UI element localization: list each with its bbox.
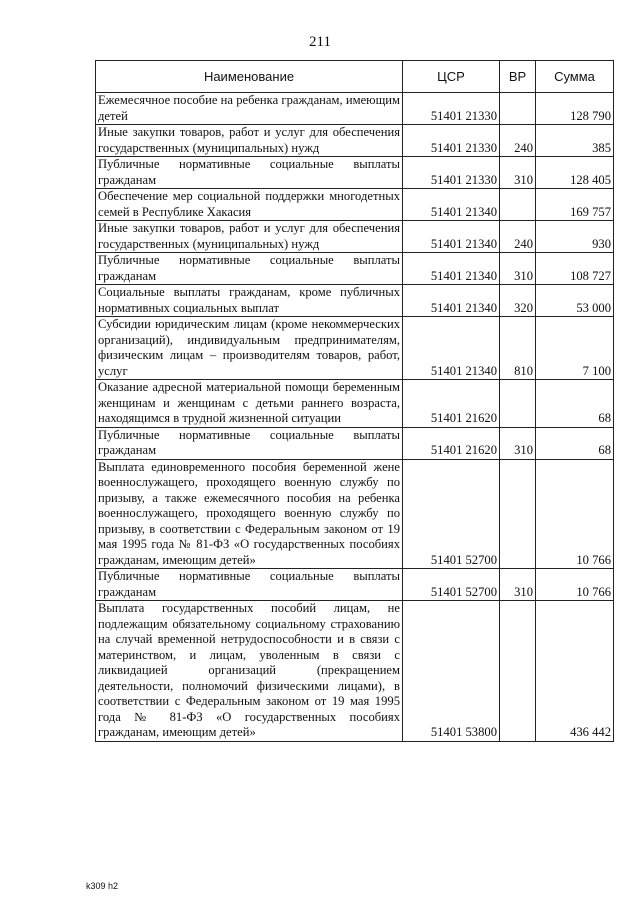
row-csr: 51401 21330 — [403, 125, 500, 157]
row-vr: 310 — [500, 569, 536, 601]
row-sum: 930 — [536, 221, 614, 253]
table-row — [96, 427, 614, 459]
row-name: Публичные нормативные социальные выплаты гражданам — [96, 157, 403, 189]
table-row — [96, 285, 614, 317]
row-csr: 51401 52700 — [403, 569, 500, 601]
row-vr — [500, 380, 536, 428]
table-row — [96, 125, 614, 157]
row-csr: 51401 21340 — [403, 253, 500, 285]
row-sum: 128 405 — [536, 157, 614, 189]
row-csr: 51401 52700 — [403, 459, 500, 569]
row-vr: 810 — [500, 317, 536, 380]
row-vr — [500, 93, 536, 125]
table-row — [96, 380, 614, 428]
row-vr: 320 — [500, 285, 536, 317]
row-name: Социальные выплаты гражданам, кроме публичных нормативных социальных выплат — [96, 285, 403, 317]
row-sum: 385 — [536, 125, 614, 157]
row-name: Иные закупки товаров, работ и услуг для обеспечения государственных (муниципальных) нужд — [96, 221, 403, 253]
row-csr: 51401 21620 — [403, 427, 500, 459]
row-vr: 240 — [500, 221, 536, 253]
row-name: Публичные нормативные социальные выплаты гражданам — [96, 569, 403, 601]
row-sum: 10 766 — [536, 459, 614, 569]
row-sum: 128 790 — [536, 93, 614, 125]
table-row — [96, 221, 614, 253]
row-name: Публичные нормативные социальные выплаты гражданам — [96, 427, 403, 459]
row-name: Иные закупки товаров, работ и услуг для обеспечения государственных (муниципальных) нужд — [96, 125, 403, 157]
row-sum: 10 766 — [536, 569, 614, 601]
row-name: Публичные нормативные социальные выплаты гражданам — [96, 253, 403, 285]
header-vr: ВР — [500, 61, 536, 93]
row-vr — [500, 189, 536, 221]
row-csr: 51401 21340 — [403, 285, 500, 317]
table-row — [96, 93, 614, 125]
footer-code: k309 h2 — [86, 881, 119, 891]
row-sum: 169 757 — [536, 189, 614, 221]
table-row — [96, 459, 614, 569]
row-csr: 51401 21340 — [403, 221, 500, 253]
row-sum: 53 000 — [536, 285, 614, 317]
row-vr: 310 — [500, 253, 536, 285]
row-csr: 51401 21330 — [403, 157, 500, 189]
header-sum: Сумма — [536, 61, 614, 93]
row-csr: 51401 21340 — [403, 189, 500, 221]
row-name: Выплата единовременного пособия беременной жене военнослужащего, проходящего военную службу по призыву, а также ежемесячного пособия на ребенка военнослужащего, проходящего военную службу по призыву, в соответствии с Федеральным законом от 19 мая 1995 года № 81-ФЗ «О государственных пособиях гражданам, имеющим детей» — [96, 459, 403, 569]
row-vr: 310 — [500, 427, 536, 459]
row-sum: 436 442 — [536, 601, 614, 742]
row-name: Оказание адресной материальной помощи беременным женщинам и женщинам с детьми раннего возраста, находящимся в трудной жизненной ситуации — [96, 380, 403, 428]
row-sum: 7 100 — [536, 317, 614, 380]
row-name: Ежемесячное пособие на ребенка гражданам, имеющим детей — [96, 93, 403, 125]
table-row — [96, 569, 614, 601]
row-name: Выплата государственных пособий лицам, не подлежащим обязательному социальному страхованию на случай временной нетрудоспособности и в связи с материнством, и лицам, уволенным в связи с ликвидацией организаций (прекращением деятельности, полномочий физическими лицами), в соответствии с Федеральным законом от 19 мая 1995 года № 81-ФЗ «О государственных пособиях гражданам, имеющим детей» — [96, 601, 403, 742]
row-vr — [500, 601, 536, 742]
row-sum: 108 727 — [536, 253, 614, 285]
header-csr: ЦСР — [403, 61, 500, 93]
row-sum: 68 — [536, 427, 614, 459]
row-sum: 68 — [536, 380, 614, 428]
row-csr: 51401 21330 — [403, 93, 500, 125]
table-row — [96, 317, 614, 380]
row-name: Субсидии юридическим лицам (кроме некоммерческих организаций), индивидуальным предпринимателям, физическим лицам – производителям товаров, работ, услуг — [96, 317, 403, 380]
budget-table — [95, 60, 614, 742]
table-row — [96, 253, 614, 285]
table-header-row — [96, 61, 614, 93]
row-vr — [500, 459, 536, 569]
row-vr: 310 — [500, 157, 536, 189]
table-row — [96, 601, 614, 742]
table-row — [96, 157, 614, 189]
page-number: 211 — [309, 34, 331, 50]
header-name: Наименование — [96, 61, 403, 93]
row-csr: 51401 21340 — [403, 317, 500, 380]
row-name: Обеспечение мер социальной поддержки многодетных семей в Республике Хакасия — [96, 189, 403, 221]
row-vr: 240 — [500, 125, 536, 157]
table-row — [96, 189, 614, 221]
row-csr: 51401 21620 — [403, 380, 500, 428]
row-csr: 51401 53800 — [403, 601, 500, 742]
